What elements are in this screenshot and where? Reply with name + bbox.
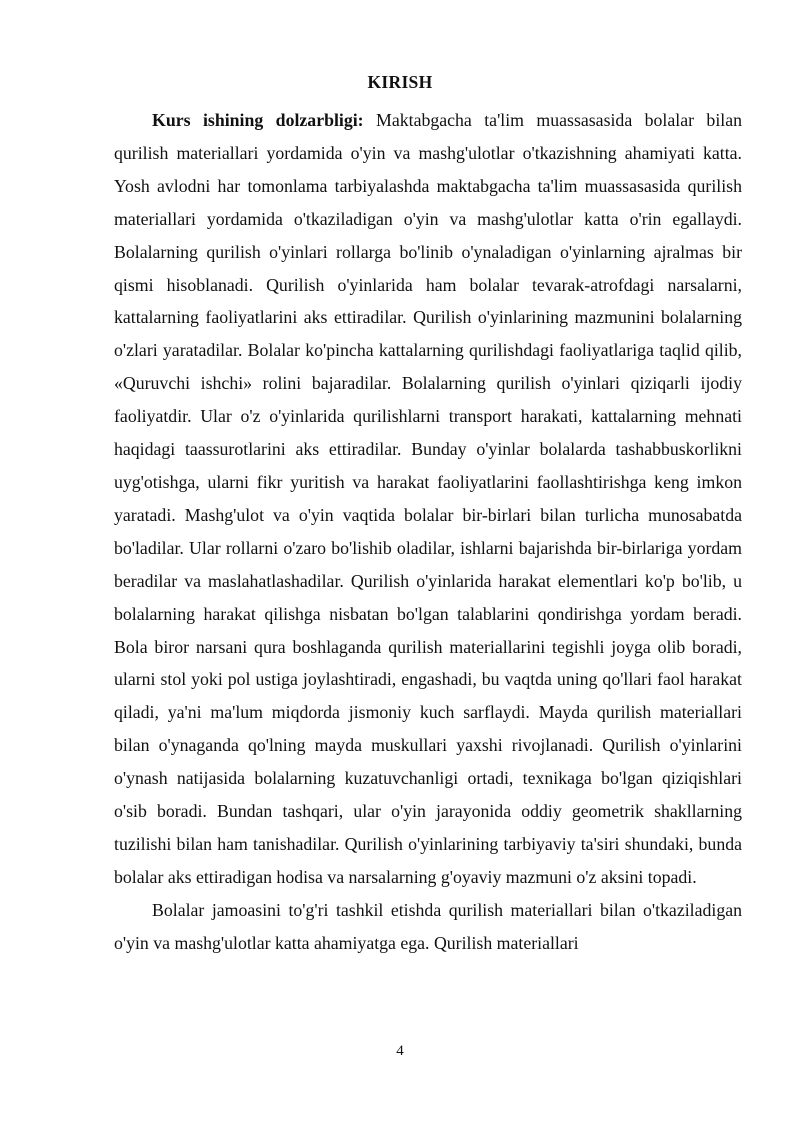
paragraph-2-text: Bolalar jamoasini to'g'ri tashkil etishda qurilish materiallari bilan o'tkaziladigan o'yin va mashg'ulotlar katta ahamiyatga ega. Qurilish materiallari xyxy=(114,899,742,953)
paragraph-2 xyxy=(114,894,742,960)
page-number: 4 xyxy=(396,1043,404,1059)
paragraph-1 xyxy=(114,104,742,894)
paragraph-lead: Kurs ishining dolzarbligi: xyxy=(152,110,364,130)
body-text xyxy=(114,104,742,960)
section-title: KIRISH xyxy=(367,72,433,92)
paragraph-1-text: Maktabgacha ta'lim muassasasida bolalar bilan qurilish materiallari yordamida o'yin va mashg'ulotlar o'tkazishning ahamiyati katta. Yosh avlodni har tomonlama tarbiyalashda maktabgacha ta'lim muassasasida qurilish materiallari yordamida o'tkaziladigan o'yin va mashg'ulotlar katta o'rin egallaydi. Bolalarning qurilish o'yinlari rollarga bo'linib o'ynaladigan o'yinlarning ajralmas bir qismi hisoblanadi. Qurilish o'yinlarida ham bolalar tevarak-atrofdagi narsalarni, kattalarning faoliyatlarini aks ettiradilar. Qurilish o'yinlarining mazmunini bolalarning o'zlari yaratadilar. Bolalar ko'pincha kattalarning qurilishdagi faoliyatlariga taqlid qilib, «Quruvchi ishchi» rolini bajaradilar. Bolalarning qurilish o'yinlari qiziqarli ijodiy faoliyatdir. Ular o'z o'yinlarida qurilishlarni transport harakati, kattalarning mehnati haqidagi taassurotlarini aks ettiradilar. Bunday o'yinlar bolalarda tashabbuskorlikni uyg'otishga, ularni fikr yuritish va harakat faoliyatlarini faollashtirishga keng imkon yaratadi. Mashg'ulot va o'yin vaqtida bolalar bir-birlari bilan turlicha munosabatda bo'ladilar. Ular rollarni o'zaro bo'lishib oladilar, ishlarni bajarishda bir-birlariga yordam beradilar va maslahatlashadilar. Qurilish o'yinlarida harakat elementlari ko'p bo'lib, u bolalarning harakat qilishga nisbatan bo'lgan talablarini qondirishga yordam beradi. Bola biror narsani qura boshlaganda qurilish materiallarini tegishli joyga olib boradi, ularni stol yoki pol ustiga joylashtiradi, engashadi, bu vaqtda uning qo'llari faol harakat qiladi, ya'ni ma'lum miqdorda jismoniy kuch sarflaydi. Mayda qurilish materiallari bilan o'ynaganda qo'lning mayda muskullari yaxshi rivojlanadi. Qurilish o'yinlarini o'ynash natijasida bolalarning kuzatuvchanligi ortadi, texnikaga bo'lgan qiziqishlari o'sib boradi. Bundan tashqari, ular o'yin jarayonida oddiy geometrik shakllarning tuzilishi bilan ham tanishadilar. Qurilish o'yinlarining tarbiyaviy ta'siri shundaki, bunda bolalar aks ettiradigan hodisa va narsalarning g'oyaviy mazmuni o'z aksini topadi. xyxy=(114,110,742,887)
